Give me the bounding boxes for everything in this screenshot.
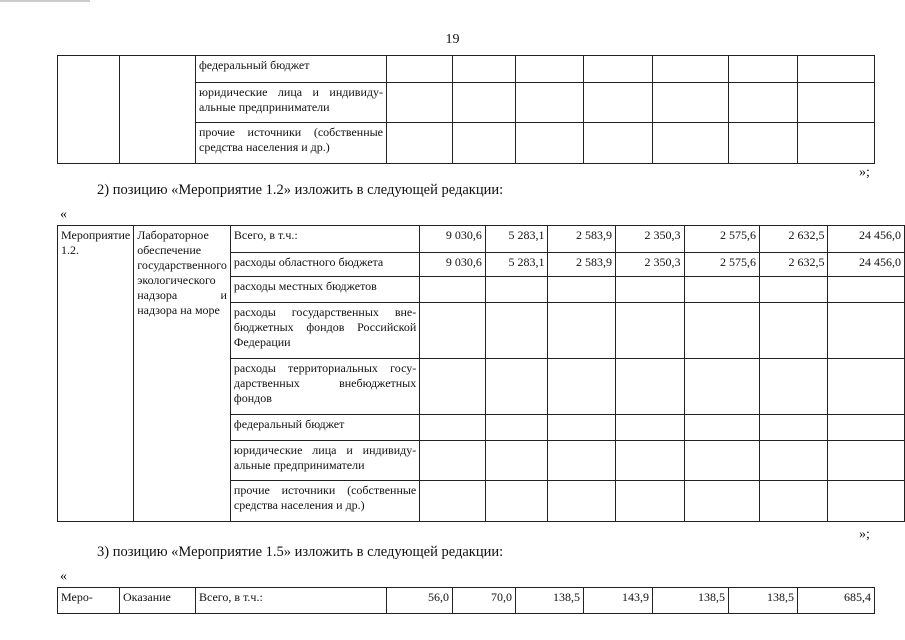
value-cell	[420, 359, 486, 415]
value-cell	[828, 277, 905, 303]
value-cell	[584, 123, 653, 164]
value-cell	[759, 303, 828, 359]
table-top	[57, 55, 875, 164]
value-cell	[684, 277, 759, 303]
value-cell: 2 583,9	[548, 253, 616, 277]
value-cell: 2 575,6	[684, 226, 759, 253]
value-cell	[759, 359, 828, 415]
value-cell	[798, 83, 875, 123]
table-measure-1-2	[57, 225, 905, 522]
value-cell	[729, 83, 798, 123]
value-cell	[759, 441, 828, 481]
value-cell	[420, 481, 486, 522]
description-cell: Оказание	[120, 588, 196, 614]
value-cell	[616, 415, 685, 441]
opening-quote: «	[60, 207, 67, 222]
value-cell: 138,5	[729, 588, 798, 614]
instruction-3: 3) позицию «Мероприятие 1.5» изложить в следующей редакции:	[97, 544, 504, 560]
value-cell	[548, 277, 616, 303]
source-cell: расходы областного бюджета	[230, 253, 419, 277]
source-cell: расходы территориальных госу-дарственных внебюджетных фондов	[230, 359, 419, 415]
source-cell: прочие источники (собственные средства населения и др.)	[196, 123, 387, 164]
scan-artifact	[0, 0, 90, 2]
value-cell	[684, 359, 759, 415]
value-cell: 2 632,5	[759, 226, 828, 253]
value-cell: 138,5	[653, 588, 729, 614]
value-cell	[616, 481, 685, 522]
value-cell	[485, 303, 548, 359]
value-cell	[548, 303, 616, 359]
value-cell	[684, 415, 759, 441]
value-cell	[516, 83, 584, 123]
value-cell: 70,0	[453, 588, 516, 614]
closing-quote: »;	[859, 527, 870, 542]
value-cell	[387, 123, 453, 164]
instruction-2: 2) позицию «Мероприятие 1.2» изложить в следующей редакции:	[97, 182, 504, 198]
description-cell: Лабораторное обеспечение государственного экологического надзора и надзора на море	[134, 226, 231, 522]
value-cell	[420, 277, 486, 303]
table-row	[58, 56, 875, 83]
value-cell	[653, 56, 729, 83]
measure-cell: Меро-	[58, 588, 120, 614]
value-cell	[485, 481, 548, 522]
value-cell: 143,9	[584, 588, 653, 614]
value-cell: 685,4	[798, 588, 875, 614]
source-cell: федеральный бюджет	[230, 415, 419, 441]
value-cell	[616, 441, 685, 481]
value-cell	[828, 481, 905, 522]
value-cell	[420, 303, 486, 359]
value-cell	[453, 56, 516, 83]
value-cell	[548, 415, 616, 441]
value-cell	[828, 303, 905, 359]
table-row	[58, 226, 905, 253]
value-cell	[485, 359, 548, 415]
value-cell	[729, 56, 798, 83]
value-cell	[584, 83, 653, 123]
value-cell	[548, 441, 616, 481]
value-cell	[759, 481, 828, 522]
source-cell: федеральный бюджет	[196, 56, 387, 83]
value-cell	[485, 415, 548, 441]
value-cell	[387, 56, 453, 83]
source-cell: юридические лица и индивиду-альные предприниматели	[230, 441, 419, 481]
value-cell	[616, 359, 685, 415]
value-cell	[616, 303, 685, 359]
value-cell	[616, 277, 685, 303]
value-cell	[453, 83, 516, 123]
measure-cell: Мероприятие 1.2.	[58, 226, 134, 522]
measure-cell	[58, 56, 120, 164]
value-cell	[759, 277, 828, 303]
value-cell	[729, 123, 798, 164]
opening-quote: «	[60, 569, 67, 584]
value-cell	[653, 83, 729, 123]
value-cell: 24 456,0	[828, 226, 905, 253]
value-cell: 24 456,0	[828, 253, 905, 277]
value-cell	[387, 83, 453, 123]
value-cell: 2 632,5	[759, 253, 828, 277]
value-cell: 5 283,1	[485, 226, 548, 253]
value-cell	[798, 56, 875, 83]
value-cell	[420, 441, 486, 481]
value-cell	[485, 441, 548, 481]
value-cell	[798, 123, 875, 164]
value-cell: 9 030,6	[420, 226, 486, 253]
value-cell	[420, 415, 486, 441]
source-cell: Всего, в т.ч.:	[196, 588, 387, 614]
source-cell: юридические лица и индивиду-альные предприниматели	[196, 83, 387, 123]
description-cell	[120, 56, 196, 164]
value-cell: 9 030,6	[420, 253, 486, 277]
source-cell: прочие источники (собственные средства населения и др.)	[230, 481, 419, 522]
page-number: 19	[445, 32, 460, 47]
closing-quote: »;	[859, 165, 870, 180]
value-cell	[548, 481, 616, 522]
source-cell: Всего, в т.ч.:	[230, 226, 419, 253]
value-cell: 138,5	[516, 588, 584, 614]
value-cell	[684, 303, 759, 359]
value-cell: 5 283,1	[485, 253, 548, 277]
source-cell: расходы государственных вне-бюджетных фондов Российской Федерации	[230, 303, 419, 359]
value-cell	[684, 481, 759, 522]
table-measure-1-5	[57, 587, 875, 614]
value-cell	[485, 277, 548, 303]
table-row	[58, 588, 875, 614]
value-cell	[828, 441, 905, 481]
value-cell: 2 350,3	[616, 226, 685, 253]
value-cell	[453, 123, 516, 164]
value-cell	[653, 123, 729, 164]
value-cell	[684, 441, 759, 481]
value-cell: 2 575,6	[684, 253, 759, 277]
value-cell	[828, 359, 905, 415]
value-cell	[516, 123, 584, 164]
value-cell	[828, 415, 905, 441]
value-cell	[759, 415, 828, 441]
value-cell	[516, 56, 584, 83]
value-cell: 56,0	[387, 588, 453, 614]
value-cell	[584, 56, 653, 83]
value-cell: 2 350,3	[616, 253, 685, 277]
value-cell	[548, 359, 616, 415]
source-cell: расходы местных бюджетов	[230, 277, 419, 303]
value-cell: 2 583,9	[548, 226, 616, 253]
